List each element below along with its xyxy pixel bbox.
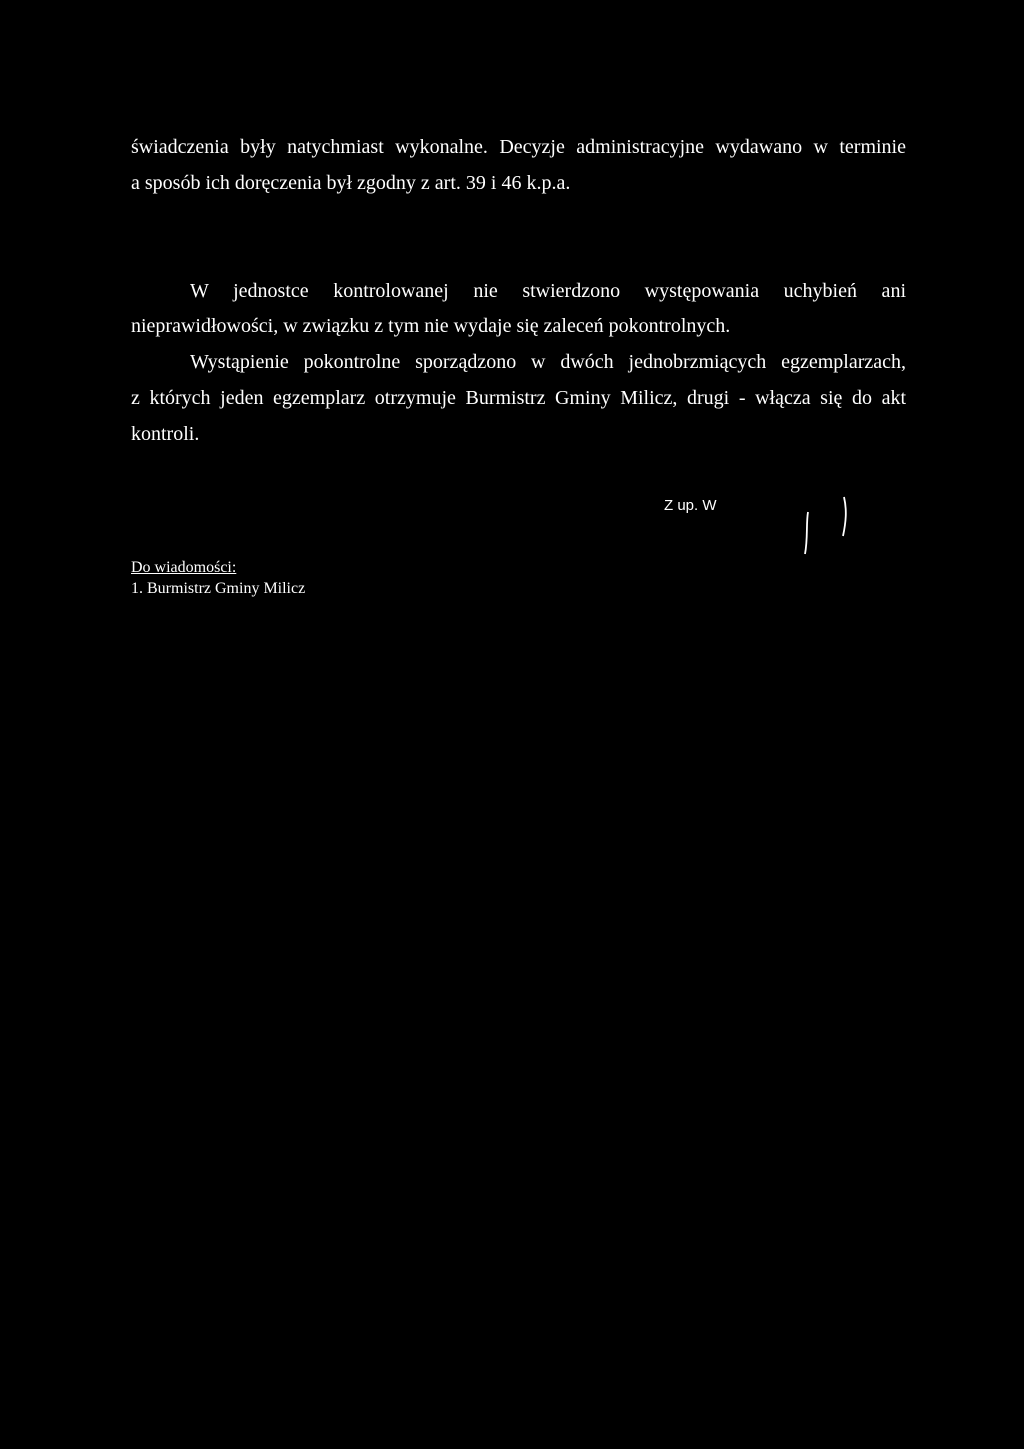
signature-mark bbox=[796, 492, 856, 562]
paragraph2-line1: W jednostce kontrolowanej nie stwierdzono występowania uchybień ani bbox=[190, 280, 906, 302]
paragraph3-line3: kontroli. bbox=[131, 423, 200, 445]
signature-text: Z up. W bbox=[664, 497, 717, 514]
distribution-heading: Do wiadomości: bbox=[131, 559, 237, 576]
paragraph2-line2: nieprawidłowości, w związku z tym nie wydaje się zaleceń pokontrolnych. bbox=[131, 315, 731, 337]
paragraph3-line1: Wystąpienie pokontrolne sporządzono w dwóch jednobrzmiących egzemplarzach, bbox=[190, 351, 906, 373]
paragraph1-line2: a sposób ich doręczenia był zgodny z art. 39 i 46 k.p.a. bbox=[131, 172, 571, 194]
paragraph1-line1: świadczenia były natychmiast wykonalne. Decyzje administracyjne wydawano w terminie bbox=[131, 136, 906, 158]
distribution-item-1: 1. Burmistrz Gminy Milicz bbox=[131, 580, 306, 597]
paragraph3-line2: z których jeden egzemplarz otrzymuje Burmistrz Gminy Milicz, drugi - włącza się do akt bbox=[131, 387, 906, 409]
